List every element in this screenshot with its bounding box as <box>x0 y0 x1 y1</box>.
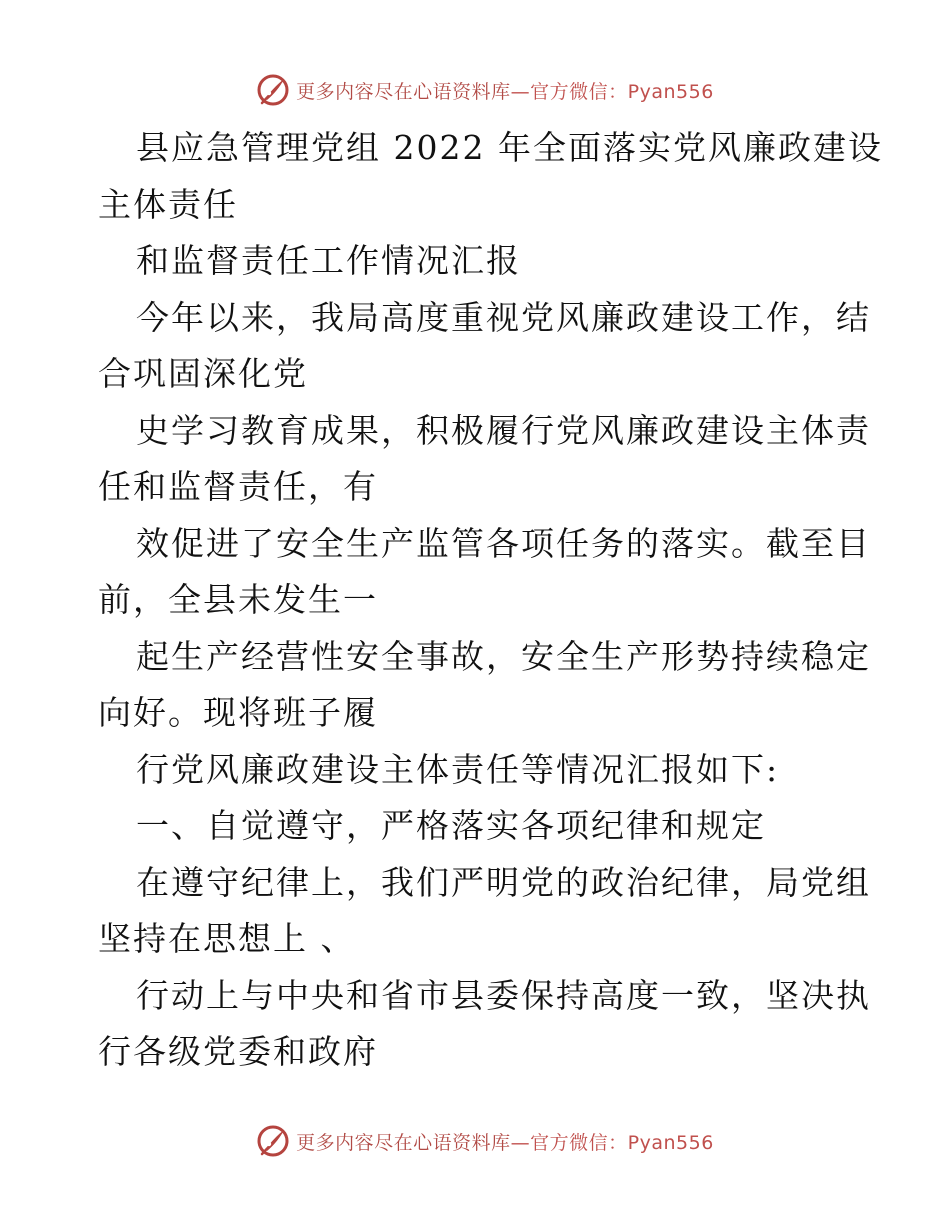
text-line: 今年以来，我局高度重视党风廉政建设工作，结 <box>136 297 871 337</box>
text-line: 向好。现将班子履 <box>98 693 378 732</box>
text-line: 一、自觉遵守，严格落实各项纪律和规定 <box>136 806 766 845</box>
text-line: 行动上与中央和省市县委保持高度一致，坚决执 <box>136 975 871 1015</box>
quill-pen-logo-icon <box>256 1124 290 1158</box>
footer-banner-dash: — <box>510 1131 531 1154</box>
text-line: 行党风廉政建设主体责任等情况汇报如下: <box>136 749 780 789</box>
footer-banner-content <box>256 1124 714 1158</box>
text-line: 史学习教育成果，积极履行党风廉政建设主体责 <box>136 410 871 450</box>
document-body <box>98 120 883 1081</box>
footer-banner <box>0 1121 950 1161</box>
footer-banner-account: 官方微信：Pyan556 <box>530 1131 714 1154</box>
footer-banner-text <box>296 1128 714 1155</box>
text-line: 任和监督责任，有 <box>98 467 378 506</box>
text-line: 合巩固深化党 <box>98 354 308 393</box>
header-banner-content <box>256 73 714 107</box>
text-line: 县应急管理党组 2022 年全面落实党风廉政建设 <box>136 128 883 167</box>
text-line: 坚持在思想上 、 <box>98 919 356 958</box>
header-banner-main: 更多内容尽在心语资料库 <box>296 80 511 103</box>
text-line: 和监督责任工作情况汇报 <box>136 241 521 280</box>
text-line: 在遵守纪律上，我们严明党的政治纪律，局党组 <box>136 862 871 902</box>
header-banner <box>0 70 950 110</box>
text-line: 效促进了安全生产监管各项任务的落实。截至目 <box>136 523 871 563</box>
text-line: 行各级党委和政府 <box>98 1032 378 1071</box>
header-banner-text <box>296 77 714 104</box>
header-banner-dash: — <box>510 80 531 103</box>
header-banner-account: 官方微信：Pyan556 <box>530 80 714 103</box>
text-line: 主体责任 <box>98 184 238 224</box>
footer-banner-main: 更多内容尽在心语资料库 <box>296 1131 511 1154</box>
quill-pen-logo-icon <box>256 73 290 107</box>
text-line: 前，全县未发生一 <box>98 580 378 619</box>
text-line: 起生产经营性安全事故，安全生产形势持续稳定 <box>136 636 871 676</box>
